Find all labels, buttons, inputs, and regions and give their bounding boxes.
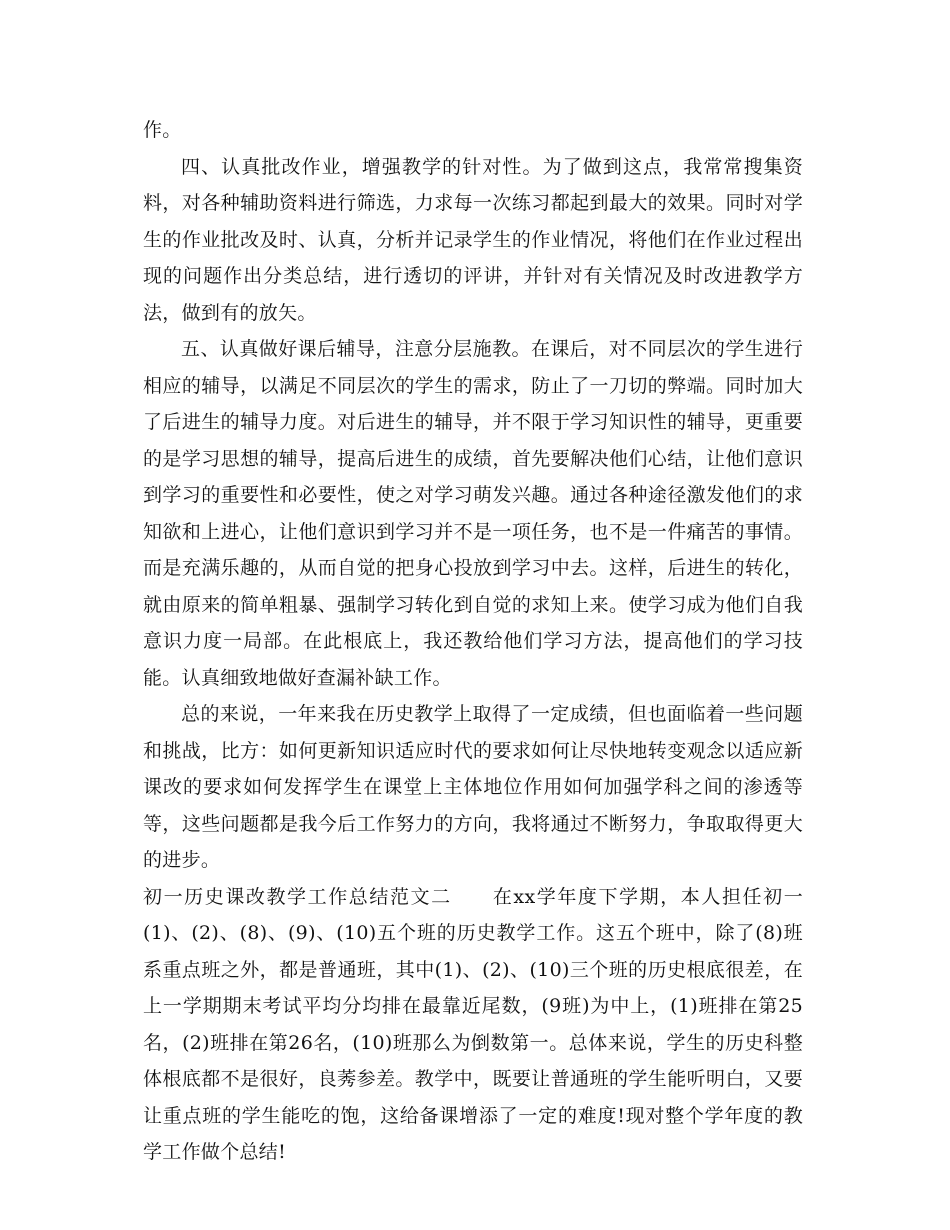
paragraph-summary: 总的来说，一年来我在历史教学上取得了一定成绩，但也面临着一些问题和挑战，比方：如何更新知识适应时代的要求如何让尽快地转变观念以适应新课改的要求如何发挥学生在课堂上主体地位作用如何加强学科之间的渗透等等，这些问题都是我今后工作努力的方向，我将通过不断努力，争取取得更大的进步。 [143, 703, 803, 871]
paragraph-point-four: 四、认真批改作业，增强教学的针对性。为了做到这点，我常常搜集资料，对各种辅助资料进行筛选，力求每一次练习都起到最大的效果。同时对学生的作业批改及时、认真，分析并记录学生的作业情况，将他们在作业过程出现的问题作出分类总结，进行透切的评讲，并针对有关情况及时改进教学方法，做到有的放矢。 [143, 155, 803, 324]
document-page [143, 112, 803, 1171]
paragraph-continuation: 作。 [143, 119, 182, 141]
paragraph-second-sample: 初一历史课改教学工作总结范文二 在xx学年度下学期，本人担任初一(1)、(2)、(8)、(9)、(10)五个班的历史教学工作。这五个班中，除了(8)班系重点班之外，都是普通班，其中(1)、(2)、(10)三个班的历史根底很差，在上一学期期末考试平均分均排在最靠近尾数，(9班)为中上，(1)班排在第25名，(2)班排在第26名，(10)班那么为倒数第一。总体来说，学生的历史科整体根底都不是很好，良莠参差。教学中，既要让普通班的学生能听明白，又要让重点班的学生能吃的饱，这给备课增添了一定的难度!现对整个学年度的教学工作做个总结! [143, 885, 803, 1163]
paragraph-point-five: 五、认真做好课后辅导，注意分层施教。在课后，对不同层次的学生进行相应的辅导，以满足不同层次的学生的需求，防止了一刀切的弊端。同时加大了后进生的辅导力度。对后进生的辅导，并不限于学习知识性的辅导，更重要的是学习思想的辅导，提高后进生的成绩，首先要解决他们心结，让他们意识到学习的重要性和必要性，使之对学习萌发兴趣。通过各种途径激发他们的求知欲和上进心，让他们意识到学习并不是一项任务，也不是一件痛苦的事情。而是充满乐趣的，从而自觉的把身心投放到学习中去。这样，后进生的转化，就由原来的简单粗暴、强制学习转化到自觉的求知上来。使学习成为他们自我意识力度一局部。在此根底上，我还教给他们学习方法，提高他们的学习技能。认真细致地做好查漏补缺工作。 [143, 338, 803, 689]
